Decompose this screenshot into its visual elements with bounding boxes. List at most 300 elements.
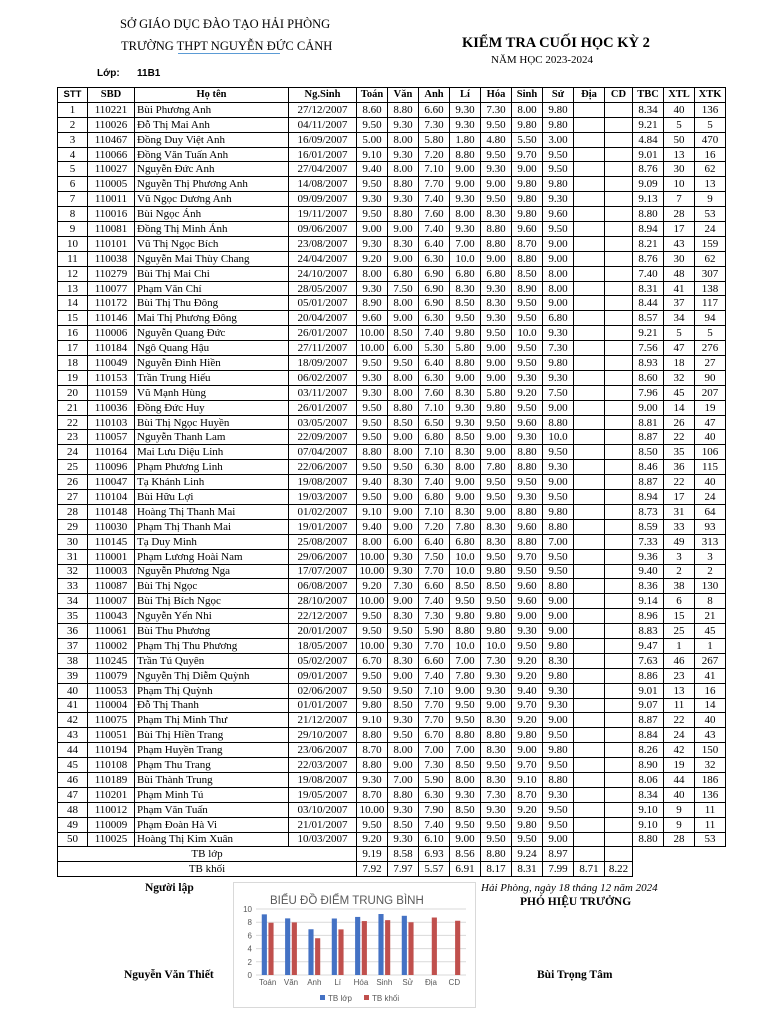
x-tick-label: Hóa	[353, 978, 369, 987]
table-cell	[574, 281, 605, 296]
x-tick-label: Toán	[258, 978, 277, 987]
table-cell: 9.30	[388, 802, 419, 817]
table-cell	[574, 341, 605, 356]
table-cell: 9.30	[388, 192, 419, 207]
table-cell: 05/01/2007	[289, 296, 357, 311]
table-cell: 41	[58, 698, 88, 713]
table-cell: 23	[58, 430, 88, 445]
table-cell: 110087	[88, 579, 135, 594]
bar-tb-lop	[355, 917, 360, 975]
table-cell: 19	[58, 370, 88, 385]
table-cell: 8.50	[388, 415, 419, 430]
table-cell: 8.00	[388, 445, 419, 460]
table-cell: 8.73	[633, 504, 664, 519]
table-cell: 9.80	[481, 624, 512, 639]
table-cell: 8.46	[633, 460, 664, 475]
table-cell: 22/06/2007	[289, 460, 357, 475]
table-cell: Nguyễn Phương Nga	[135, 564, 289, 579]
table-cell: 7.00	[419, 743, 450, 758]
table-cell: 47	[695, 415, 726, 430]
table-cell	[574, 192, 605, 207]
table-cell	[574, 400, 605, 415]
table-row	[58, 132, 726, 147]
table-cell: 40	[664, 102, 695, 117]
table-cell: 7.40	[633, 266, 664, 281]
table-cell: 20	[58, 385, 88, 400]
table-cell: 21	[695, 609, 726, 624]
table-cell: 7.10	[419, 162, 450, 177]
table-cell: 9.50	[481, 832, 512, 847]
table-cell	[574, 445, 605, 460]
department-name: SỞ GIÁO DỤC ĐÀO TẠO HẢI PHÒNG	[120, 17, 331, 31]
table-cell: 7.10	[419, 683, 450, 698]
table-cell	[574, 222, 605, 237]
table-cell: 16	[695, 683, 726, 698]
table-cell: 9.30	[388, 564, 419, 579]
table-cell: 31	[58, 549, 88, 564]
chart-x-ticks	[259, 978, 460, 987]
table-cell: 8.34	[633, 787, 664, 802]
table-cell: 9.30	[512, 624, 543, 639]
table-cell: 25	[664, 624, 695, 639]
table-cell: 45	[695, 624, 726, 639]
table-cell: 6.60	[419, 653, 450, 668]
table-cell: 45	[664, 385, 695, 400]
table-cell: 45	[58, 758, 88, 773]
table-cell: 110007	[88, 594, 135, 609]
table-cell: 8.90	[357, 296, 388, 311]
table-cell: 9.70	[512, 147, 543, 162]
table-cell: 7	[664, 192, 695, 207]
x-tick-label: CD	[448, 978, 461, 987]
table-cell: 23/08/2007	[289, 236, 357, 251]
table-cell: 7.30	[388, 579, 419, 594]
table-cell: 8.26	[633, 743, 664, 758]
table-cell: 03/11/2007	[289, 385, 357, 400]
table-cell: 49	[58, 817, 88, 832]
table-cell: 6.80	[450, 266, 481, 281]
table-cell: 8	[695, 594, 726, 609]
table-cell: 9.14	[633, 594, 664, 609]
table-cell: 7.00	[450, 236, 481, 251]
table-cell: 9.50	[543, 758, 574, 773]
table-cell: 8.30	[481, 534, 512, 549]
table-cell: 9.00	[481, 370, 512, 385]
table-cell: 1.80	[450, 132, 481, 147]
table-cell	[605, 266, 633, 281]
tb-lop-cell: 9.24	[512, 847, 543, 862]
table-cell: 9.80	[512, 728, 543, 743]
table-cell: 8.00	[450, 772, 481, 787]
table-cell: 7.00	[388, 772, 419, 787]
table-cell: 110003	[88, 564, 135, 579]
table-cell: 6.40	[419, 534, 450, 549]
table-cell: 9.80	[357, 698, 388, 713]
table-row	[58, 490, 726, 505]
table-cell	[574, 698, 605, 713]
table-cell: 9.50	[357, 177, 388, 192]
table-cell: 8.30	[388, 475, 419, 490]
table-cell: 9.10	[357, 504, 388, 519]
table-row	[58, 579, 726, 594]
chart-title: BIỂU ĐỒ ĐIỂM TRUNG BÌNH	[270, 895, 424, 907]
table-cell: 14/08/2007	[289, 177, 357, 192]
table-cell: 9.50	[481, 192, 512, 207]
table-cell: 33	[58, 579, 88, 594]
table-cell: 9.50	[481, 594, 512, 609]
table-cell: 7.20	[419, 519, 450, 534]
table-row	[58, 802, 726, 817]
table-cell	[574, 832, 605, 847]
bar-tb-lop	[308, 929, 313, 975]
table-cell: 9.30	[357, 385, 388, 400]
table-cell: 110006	[88, 326, 135, 341]
table-cell	[605, 490, 633, 505]
table-cell: 26	[664, 415, 695, 430]
table-cell: Bùi Thị Thu Đông	[135, 296, 289, 311]
table-row	[58, 504, 726, 519]
table-cell: 110026	[88, 117, 135, 132]
table-cell: Bùi Thị Ngọc Huyền	[135, 415, 289, 430]
table-cell: 6.90	[419, 296, 450, 311]
y-tick-label: 6	[247, 931, 252, 941]
table-cell: 43	[695, 728, 726, 743]
table-cell: 8.90	[512, 281, 543, 296]
table-cell: 9.80	[543, 177, 574, 192]
table-cell	[605, 102, 633, 117]
table-cell: 6.40	[419, 356, 450, 371]
table-cell: 26/01/2007	[289, 326, 357, 341]
table-cell: 90	[695, 370, 726, 385]
table-cell: 21/01/2007	[289, 817, 357, 832]
table-cell: 8.50	[388, 817, 419, 832]
table-cell: 9.07	[633, 698, 664, 713]
table-cell: 9.00	[543, 475, 574, 490]
table-cell: 47	[58, 787, 88, 802]
x-tick-label: Lí	[334, 978, 342, 987]
table-cell: 50	[58, 832, 88, 847]
table-cell: 8.50	[633, 445, 664, 460]
table-cell: 9.80	[543, 743, 574, 758]
column-header: Anh	[419, 88, 450, 103]
table-cell: 8.70	[357, 743, 388, 758]
table-cell: Vũ Ngọc Dương Anh	[135, 192, 289, 207]
table-cell	[574, 326, 605, 341]
table-cell: 9.30	[481, 668, 512, 683]
column-header: Sinh	[512, 88, 543, 103]
table-cell	[605, 504, 633, 519]
table-cell: 9.30	[450, 787, 481, 802]
table-cell: 7.30	[419, 758, 450, 773]
table-cell: 39	[58, 668, 88, 683]
table-cell	[574, 758, 605, 773]
table-cell: 5	[664, 326, 695, 341]
table-cell: 2	[695, 564, 726, 579]
table-cell	[574, 787, 605, 802]
table-cell: 42	[664, 743, 695, 758]
table-cell: 29	[58, 519, 88, 534]
table-cell: Tạ Duy Minh	[135, 534, 289, 549]
table-cell: 9.00	[388, 504, 419, 519]
table-cell: 7.50	[543, 385, 574, 400]
table-cell: 21/12/2007	[289, 713, 357, 728]
table-cell: 9.50	[512, 296, 543, 311]
table-cell: 9.50	[357, 490, 388, 505]
table-cell: 8.80	[481, 236, 512, 251]
table-cell: 8.50	[450, 296, 481, 311]
table-cell: 25/08/2007	[289, 534, 357, 549]
x-tick-label: Sinh	[376, 978, 393, 987]
table-row	[58, 102, 726, 117]
table-cell: 11	[58, 251, 88, 266]
table-cell: 110079	[88, 668, 135, 683]
table-cell: 29/10/2007	[289, 728, 357, 743]
table-cell	[605, 519, 633, 534]
table-cell: 110467	[88, 132, 135, 147]
table-cell: 29/06/2007	[289, 549, 357, 564]
table-cell	[574, 251, 605, 266]
table-cell: 8.00	[357, 266, 388, 281]
table-cell: 9.80	[543, 117, 574, 132]
table-cell: Nguyễn Thanh Lam	[135, 430, 289, 445]
table-cell: 10	[58, 236, 88, 251]
table-cell: 8.86	[633, 668, 664, 683]
table-cell: 9.21	[633, 326, 664, 341]
tb-khoi-cell: 5.57	[419, 862, 450, 877]
table-row	[58, 147, 726, 162]
table-cell: 5.90	[419, 772, 450, 787]
table-cell: 136	[695, 102, 726, 117]
table-cell: 9.00	[450, 490, 481, 505]
table-cell: 30	[58, 534, 88, 549]
table-cell: 8.80	[388, 400, 419, 415]
table-cell: 307	[695, 266, 726, 281]
table-cell: 9.00	[481, 504, 512, 519]
table-cell	[605, 475, 633, 490]
table-cell: 110221	[88, 102, 135, 117]
table-cell: 9.50	[357, 207, 388, 222]
table-cell	[574, 385, 605, 400]
table-row	[58, 460, 726, 475]
table-cell	[605, 222, 633, 237]
header-row	[58, 88, 726, 103]
table-cell: 7.40	[419, 192, 450, 207]
table-cell: 9.50	[481, 117, 512, 132]
table-cell: 159	[695, 236, 726, 251]
table-cell: 7.70	[419, 713, 450, 728]
table-cell: 5.80	[419, 132, 450, 147]
table-cell: 8.80	[450, 147, 481, 162]
table-cell: 7.30	[481, 102, 512, 117]
table-cell: 110081	[88, 222, 135, 237]
table-cell: 8.80	[633, 207, 664, 222]
table-cell	[605, 802, 633, 817]
table-cell: 7.10	[419, 504, 450, 519]
table-cell: 16/01/2007	[289, 147, 357, 162]
table-cell: Vũ Mạnh Hùng	[135, 385, 289, 400]
table-cell: 10/03/2007	[289, 832, 357, 847]
class-label: Lớp:	[97, 68, 120, 79]
table-cell: 24	[58, 445, 88, 460]
table-cell: 1	[695, 638, 726, 653]
table-row	[58, 177, 726, 192]
table-cell: 28	[664, 207, 695, 222]
table-cell: Đồng Văn Tuấn Anh	[135, 147, 289, 162]
table-cell	[605, 281, 633, 296]
table-cell: 26	[58, 475, 88, 490]
table-cell: 20/04/2007	[289, 311, 357, 326]
table-cell: 19/01/2007	[289, 519, 357, 534]
table-cell: 9.50	[512, 475, 543, 490]
table-cell: 15	[664, 609, 695, 624]
table-cell: 41	[695, 668, 726, 683]
table-cell	[605, 370, 633, 385]
table-cell: 8.80	[357, 445, 388, 460]
table-cell: 8.31	[633, 281, 664, 296]
table-cell	[605, 787, 633, 802]
table-cell: 27/04/2007	[289, 162, 357, 177]
table-cell: 8.00	[388, 162, 419, 177]
table-cell: 7.10	[419, 400, 450, 415]
table-cell: 9.00	[512, 609, 543, 624]
table-cell: 9.80	[450, 609, 481, 624]
table-cell: 110159	[88, 385, 135, 400]
table-cell: 34	[58, 594, 88, 609]
table-cell: 17	[664, 222, 695, 237]
table-cell: Vũ Thị Ngọc Bích	[135, 236, 289, 251]
table-row	[58, 743, 726, 758]
table-cell: 36	[58, 624, 88, 639]
table-cell: 8.80	[388, 177, 419, 192]
table-cell: 30	[664, 251, 695, 266]
table-cell: 10.00	[357, 638, 388, 653]
table-cell	[574, 311, 605, 326]
table-cell: 8.00	[512, 102, 543, 117]
table-cell	[574, 624, 605, 639]
table-row	[58, 385, 726, 400]
table-row	[58, 415, 726, 430]
table-row	[58, 549, 726, 564]
table-cell: 9.01	[633, 683, 664, 698]
table-cell: 7.40	[419, 222, 450, 237]
table-cell: 22	[664, 713, 695, 728]
table-cell: 9.30	[450, 400, 481, 415]
table-cell: 7.50	[388, 281, 419, 296]
table-cell: 110016	[88, 207, 135, 222]
table-cell: 9.30	[543, 787, 574, 802]
table-cell: 8.80	[357, 758, 388, 773]
table-cell: 9.00	[450, 370, 481, 385]
bar-tb-khoi	[292, 922, 297, 975]
table-cell: 9.50	[512, 356, 543, 371]
table-cell: 9.50	[512, 832, 543, 847]
table-cell: 9.30	[357, 281, 388, 296]
table-cell: 37	[664, 296, 695, 311]
table-cell	[605, 832, 633, 847]
table-cell: 5	[58, 162, 88, 177]
table-cell: 9.50	[357, 430, 388, 445]
table-cell: 10.00	[357, 594, 388, 609]
table-row	[58, 326, 726, 341]
table-cell: 01/01/2007	[289, 698, 357, 713]
table-cell: 8.81	[633, 415, 664, 430]
bar-tb-lop	[378, 914, 383, 975]
table-cell: 03/10/2007	[289, 802, 357, 817]
table-cell: 9	[664, 802, 695, 817]
table-cell: Phạm Huyền Trang	[135, 743, 289, 758]
table-cell: 23/06/2007	[289, 743, 357, 758]
table-cell: 110201	[88, 787, 135, 802]
table-cell: 14	[664, 400, 695, 415]
table-cell: 19/11/2007	[289, 207, 357, 222]
column-header: Hóa	[481, 88, 512, 103]
table-cell: 9.50	[388, 683, 419, 698]
table-cell: 9.80	[481, 609, 512, 624]
table-cell	[574, 534, 605, 549]
table-row	[58, 192, 726, 207]
tb-lop-cell: 6.93	[419, 847, 450, 862]
table-cell: 9.60	[512, 222, 543, 237]
table-cell: 9.50	[357, 460, 388, 475]
column-header: STT	[58, 88, 88, 103]
table-cell: 110101	[88, 236, 135, 251]
table-cell: 9.10	[633, 802, 664, 817]
table-cell: 8.06	[633, 772, 664, 787]
table-cell: 9.20	[512, 385, 543, 400]
school-underline	[178, 53, 280, 54]
table-cell: 8.30	[388, 236, 419, 251]
table-cell: 10.00	[357, 564, 388, 579]
table-cell: 6.80	[481, 266, 512, 281]
table-cell: 5.90	[419, 624, 450, 639]
table-cell: 9.00	[450, 683, 481, 698]
table-row	[58, 713, 726, 728]
table-row	[58, 772, 726, 787]
table-cell: 8.80	[512, 445, 543, 460]
table-cell: 7.70	[419, 564, 450, 579]
table-cell: 9.50	[450, 594, 481, 609]
table-cell: 9.00	[481, 341, 512, 356]
table-cell: 7.70	[419, 177, 450, 192]
table-cell: 9.50	[357, 683, 388, 698]
table-cell: 6.30	[419, 460, 450, 475]
bar-tb-khoi	[362, 921, 367, 975]
preparer-name: Nguyễn Văn Thiết	[124, 969, 214, 981]
table-cell: 33	[664, 519, 695, 534]
bar-tb-khoi	[455, 921, 460, 975]
table-cell: 9.20	[357, 251, 388, 266]
table-cell	[605, 415, 633, 430]
table-row	[58, 698, 726, 713]
table-cell: 110184	[88, 341, 135, 356]
grades-table	[57, 87, 726, 877]
table-cell: 9.50	[481, 147, 512, 162]
table-cell: 9.00	[481, 356, 512, 371]
table-cell	[574, 132, 605, 147]
table-cell: 110077	[88, 281, 135, 296]
table-cell: 9.50	[357, 356, 388, 371]
table-cell: 9.30	[481, 802, 512, 817]
table-cell: 9.80	[512, 117, 543, 132]
table-cell: 27/11/2007	[289, 341, 357, 356]
table-cell: 8.34	[633, 102, 664, 117]
tb-khoi-cell: 6.91	[450, 862, 481, 877]
table-cell: 6.00	[388, 341, 419, 356]
table-cell: 110172	[88, 296, 135, 311]
table-cell: 8.00	[450, 207, 481, 222]
y-tick-label: 8	[247, 918, 252, 928]
table-cell: 9.30	[450, 117, 481, 132]
